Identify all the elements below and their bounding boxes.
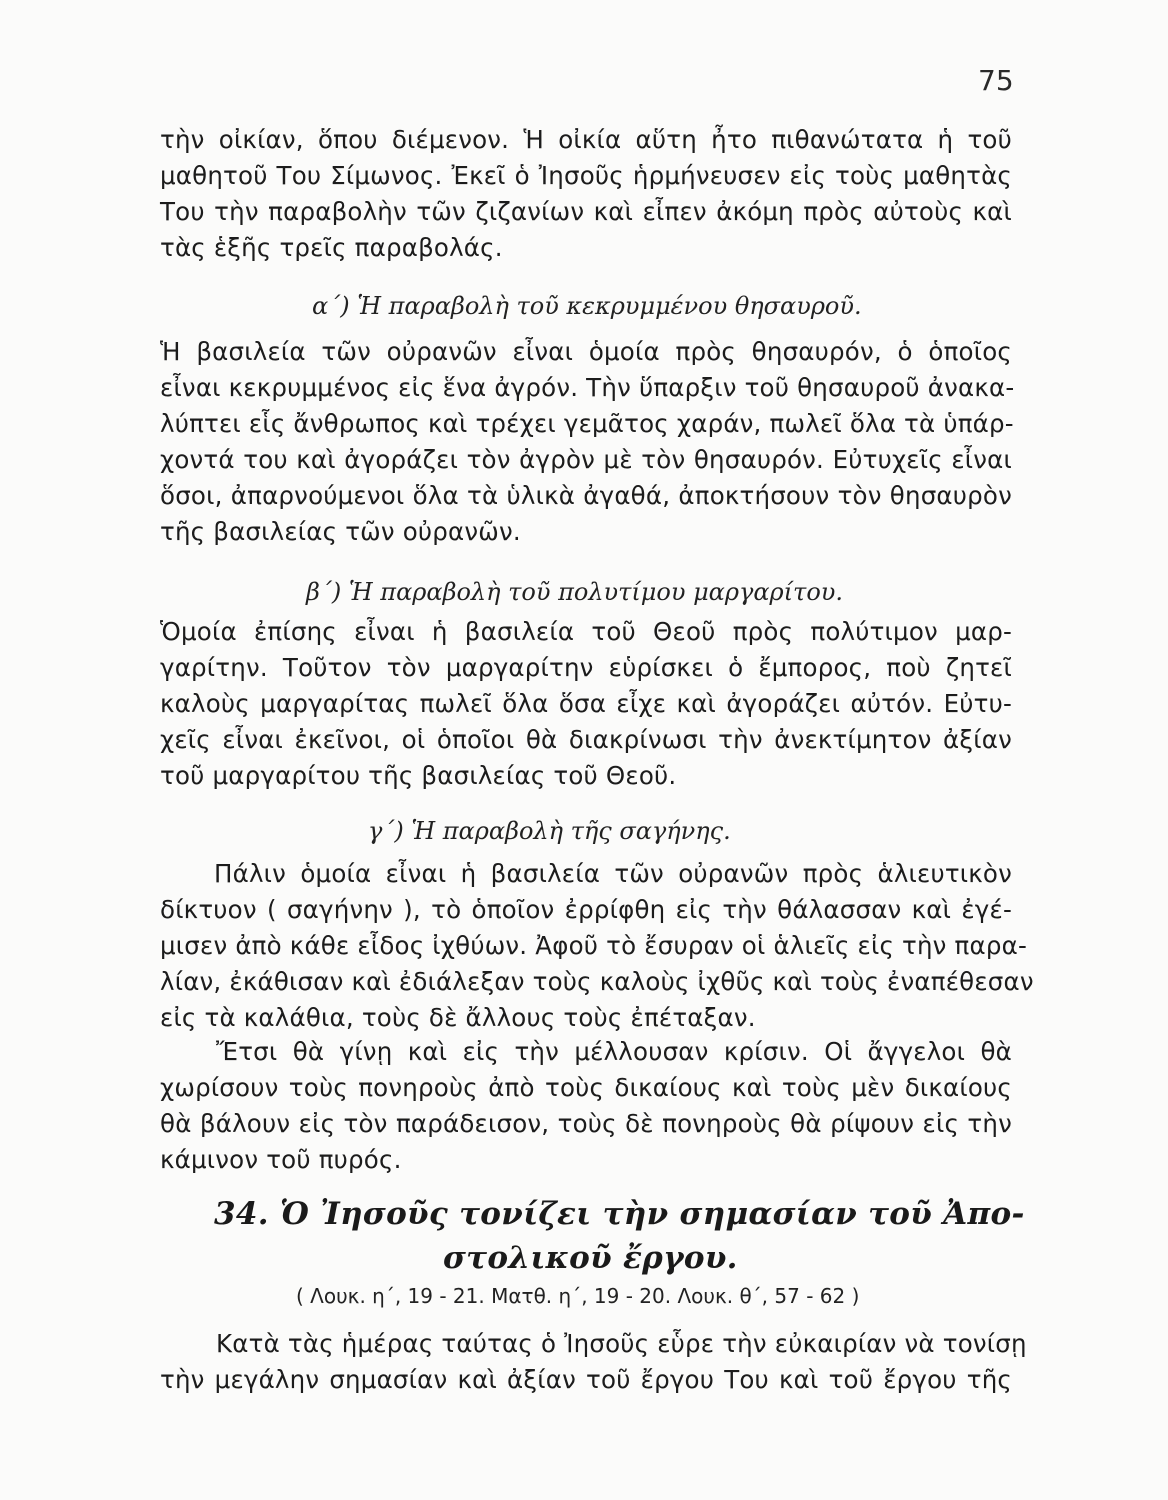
text-line: Του τὴν παραβολὴν τῶν ζιζανίων καὶ εἶπεν ἀκόμη πρὸς αὐτοὺς καὶ xyxy=(160,197,1012,226)
text-line: Ἔτσι θὰ γίνῃ καὶ εἰς τὴν μέλλουσαν κρίσιν. Οἱ ἄγγελοι θὰ xyxy=(216,1037,1012,1066)
paragraph-intro xyxy=(160,125,1012,272)
text-line: δίκτυον ( σαγήνην ), τὸ ὁποῖον ἐρρίφθη εἰς τὴν θάλασσαν καὶ ἐγέ- xyxy=(160,895,1012,924)
text-line: εἰς τὰ καλάθια, τοὺς δὲ ἄλλους τοὺς ἐπέταξαν. xyxy=(160,1003,756,1032)
text-line: Πάλιν ὁμοία εἶναι ἡ βασιλεία τῶν οὐρανῶν πρὸς ἁλιευτικὸν xyxy=(214,859,1012,888)
paragraph-precious-pearl xyxy=(160,617,1012,800)
paragraph-apostolic-work xyxy=(160,1329,1027,1404)
text-line: Κατὰ τὰς ἡμέρας ταύτας ὁ Ἰησοῦς εὗρε τὴν εὐκαιρίαν νὰ τονίσῃ xyxy=(216,1329,1027,1358)
text-line: μισεν ἀπὸ κάθε εἶδος ἰχθύων. Ἀφοῦ τὸ ἔσυραν οἱ ἁλιεῖς εἰς τὴν παρα- xyxy=(160,931,1027,960)
text-line: μαθητοῦ Του Σίμωνος. Ἐκεῖ ὁ Ἰησοῦς ἡρμήνευσεν εἰς τοὺς μαθητὰς xyxy=(160,161,1012,190)
text-line: χεῖς εἶναι ἐκεῖνοι, οἱ ὁποῖοι θὰ διακρίνωσι τὴν ἀνεκτίμητον ἀξίαν xyxy=(160,725,1012,754)
text-line: Ἡ βασιλεία τῶν οὐρανῶν εἶναι ὁμοία πρὸς θησαυρόν, ὁ ὁποῖος xyxy=(160,337,1012,366)
subheading-hidden-treasure: α΄) Ἡ παραβολὴ τοῦ κεκρυμμένου θησαυροῦ. xyxy=(312,292,862,320)
text-line: θὰ βάλουν εἰς τὸν παράδεισον, τοὺς δὲ πονηροὺς θὰ ρίψουν εἰς τὴν xyxy=(160,1109,1012,1138)
paragraph-dragnet xyxy=(160,859,1034,1042)
paragraph-hidden-treasure xyxy=(160,337,1015,556)
paragraph-judgment xyxy=(160,1037,1012,1184)
text-line: τὴν οἰκίαν, ὅπου διέμενον. Ἡ οἰκία αὕτη ἦτο πιθανώτατα ἡ τοῦ xyxy=(160,125,1012,154)
text-line: χωρίσουν τοὺς πονηροὺς ἀπὸ τοὺς δικαίους καὶ τοὺς μὲν δικαίους xyxy=(160,1073,1012,1102)
text-line: κάμινον τοῦ πυρός. xyxy=(160,1145,402,1174)
subheading-dragnet: γ΄) Ἡ παραβολὴ τῆς σαγήνης. xyxy=(368,817,731,845)
subheading-precious-pearl: β΄) Ἡ παραβολὴ τοῦ πολυτίμου μαργαρίτου. xyxy=(306,578,843,606)
text-line: τὴν μεγάλην σημασίαν καὶ ἀξίαν τοῦ ἔργου Του καὶ τοῦ ἔργου τῆς xyxy=(160,1365,1012,1394)
text-line: Ὁμοία ἐπίσης εἶναι ἡ βασιλεία τοῦ Θεοῦ πρὸς πολύτιμον μαρ- xyxy=(160,617,1012,646)
text-line: τοῦ μαργαρίτου τῆς βασιλείας τοῦ Θεοῦ. xyxy=(160,761,677,790)
text-line: εἶναι κεκρυμμένος εἰς ἕνα ἀγρόν. Τὴν ὕπαρξιν τοῦ θησαυροῦ ἀνακα- xyxy=(160,373,1015,402)
text-line: χοντά του καὶ ἀγοράζει τὸν ἀγρὸν μὲ τὸν θησαυρόν. Εὐτυχεῖς εἶναι xyxy=(160,445,1012,474)
section-title: 34. Ὁ Ἰησοῦς τονίζει τὴν σημασίαν τοῦ Ἀπο- xyxy=(214,1196,1025,1232)
text-line: τῆς βασιλείας τῶν οὐρανῶν. xyxy=(160,517,521,546)
text-line: τὰς ἑξῆς τρεῖς παραβολάς. xyxy=(160,233,503,262)
text-line: γαρίτην. Τοῦτον τὸν μαργαρίτην εὑρίσκει ὁ ἔμπορος, ποὺ ζητεῖ xyxy=(160,653,1012,682)
text-line: λίαν, ἐκάθισαν καὶ ἐδιάλεξαν τοὺς καλοὺς ἰχθῦς καὶ τοὺς ἐναπέθεσαν xyxy=(160,967,1034,996)
text-line: καλοὺς μαργαρίτας πωλεῖ ὅλα ὅσα εἶχε καὶ ἀγοράζει αὐτόν. Εὐτυ- xyxy=(160,689,1012,718)
text-line: ὅσοι, ἀπαρνούμενοι ὅλα τὰ ὑλικὰ ἀγαθά, ἀποκτήσουν τὸν θησαυρὸν xyxy=(160,481,1012,510)
scripture-reference: ( Λουκ. η΄, 19 - 21. Ματθ. η΄, 19 - 20. Λουκ. θ΄, 57 - 62 ) xyxy=(296,1284,860,1308)
page-number: 75 xyxy=(978,64,1014,97)
text-line: λύπτει εἷς ἄνθρωπος καὶ τρέχει γεμᾶτος χαράν, πωλεῖ ὅλα τὰ ὑπάρ- xyxy=(160,409,1014,438)
section-title-continued: στολικοῦ ἔργου. xyxy=(443,1240,738,1276)
